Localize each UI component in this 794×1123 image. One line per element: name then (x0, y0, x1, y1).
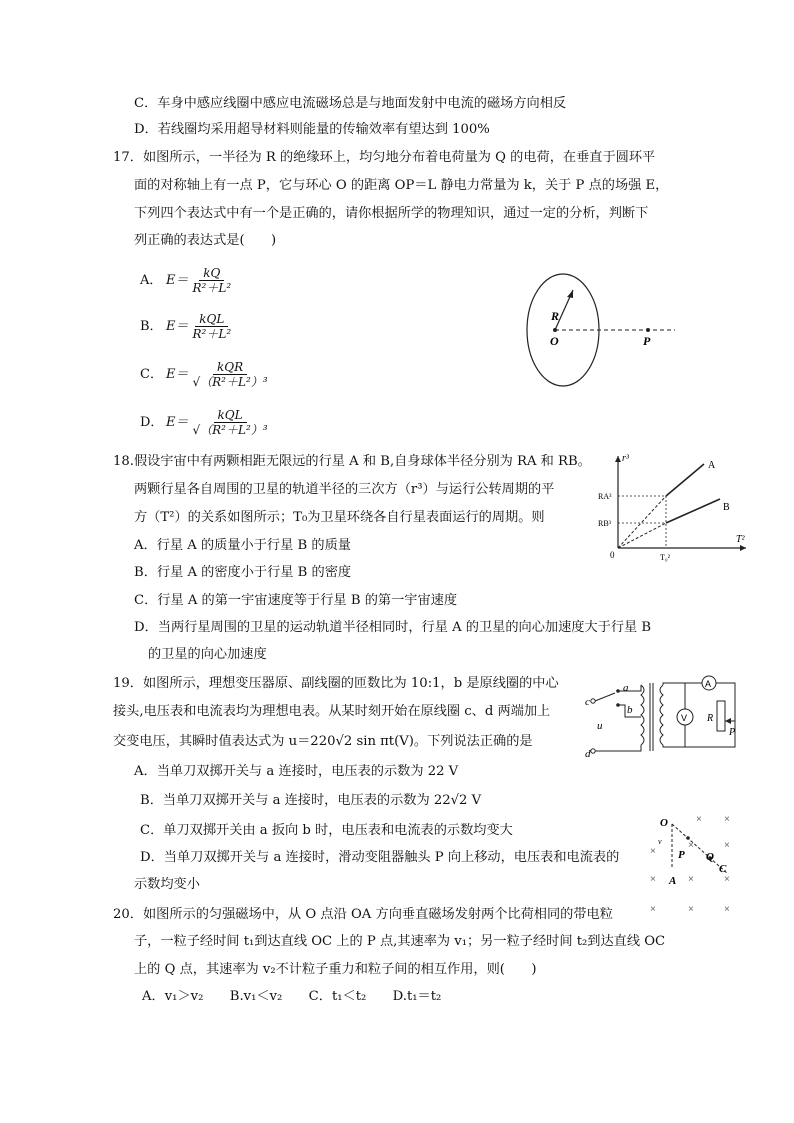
svg-text:×: × (650, 846, 656, 857)
line-b-dashed (618, 523, 666, 548)
q18-stem-line2: 两颗行星各自周围的卫星的轨道半径的三次方（r³）与运行公转周期的平 (134, 482, 555, 497)
svg-text:×: × (688, 840, 694, 851)
q18-option-d-line2: 的卫星的向心加速度 (148, 647, 267, 662)
option-label: B． (140, 319, 163, 334)
q20-stem-line3: 上的 Q 点，其速率为 v₂不计粒子重力和粒子间的相互作用，则( ) (134, 962, 537, 977)
terminal-d (591, 749, 595, 753)
q19-stem-line2: 接头,电压表和电流表均为理想电表。从某时刻开始在原线圈 c、d 两端加上 (113, 704, 551, 719)
q17-option-a (140, 266, 233, 295)
svg-text:×: × (724, 904, 730, 915)
q19-circuit-figure (585, 665, 745, 765)
q17-option-c (140, 360, 270, 389)
q18-option-b: B．行星 A 的密度小于行星 B 的密度 (134, 565, 352, 580)
q19-option-d-line2: 示数均变小 (134, 877, 200, 892)
option-lhs: E＝ (166, 319, 189, 334)
q17-option-b (140, 312, 233, 341)
fraction-denominator: R²＋L² (192, 327, 232, 341)
q20-options: A．v₁＞v₂ B.v₁＜v₂ C．t₁＜t₂ D.t₁＝t₂ (142, 989, 442, 1004)
label-c: c (585, 696, 590, 708)
q20-field-figure (644, 808, 744, 918)
option-lhs: E＝ (166, 273, 189, 288)
rheostat (717, 701, 725, 731)
svg-text:×: × (696, 814, 702, 825)
option-lhs: E＝ (166, 415, 189, 430)
voltmeter-label: V (681, 713, 688, 723)
x-axis-label: T² (736, 534, 745, 545)
option-label: C． (140, 367, 163, 382)
q18-option-a: A．行星 A 的质量小于行星 B 的质量 (134, 538, 351, 553)
q19-stem-line3: 交变电压，其瞬时值表达式为 u＝220√2 sin πt(V)。下列说法正确的是 (113, 734, 533, 749)
label-u: u (597, 720, 603, 732)
tick-ra-label: RA³ (598, 492, 612, 501)
q18-stem-line3: 方（T²）的关系如图所示；T₀为卫星环绕各自行星表面运行的周期。则 (134, 510, 545, 525)
center-point (553, 328, 557, 332)
label-d: d (585, 748, 591, 760)
primary-coil (641, 685, 644, 745)
svg-text:×: × (724, 814, 730, 825)
terminal-c (591, 699, 595, 703)
fraction-numerator: kQL (214, 408, 247, 423)
label-a: a (623, 682, 629, 694)
slider-arrow (725, 718, 731, 724)
line-a-solid (666, 464, 704, 496)
radius-arrowhead (567, 290, 573, 298)
q19-option-a: A．当单刀双掷开关与 a 连接时，电压表的示数为 22 V (134, 764, 459, 779)
wire-d (595, 745, 641, 751)
switch-blade (595, 693, 615, 701)
option-fraction (191, 408, 270, 437)
label-c: C (719, 863, 727, 875)
q20-stem-line1: 20．如图所示的匀强磁场中，从 O 点沿 OA 方向垂直磁场发射两个比荷相同的带电粒 (113, 907, 613, 922)
option-fraction (191, 266, 234, 295)
fraction-denominator: R²＋L² (192, 281, 232, 295)
q20-stem-line2: 子，一粒子经时间 t₁到达直线 OC 上的 P 点,其速率为 v₁；另一粒子经时间 t₂到达直线 OC (134, 934, 666, 949)
q18-graph-figure (596, 448, 756, 570)
option-fraction (191, 312, 234, 341)
x-axis-arrowhead (740, 545, 746, 551)
q19-option-d-line1: D．当单刀双掷开关与 a 连接时，滑动变阻器触头 P 向上移动，电压表和电流表的 (140, 850, 620, 865)
svg-text:×: × (688, 874, 694, 885)
label-a: A (669, 875, 677, 887)
q17-stem-line4: 列正确的表达式是( ) (134, 233, 277, 248)
wire-a (618, 685, 641, 691)
q17-stem-line3: 下列四个表达式中有一个是正确的，请你根据所学的物理知识，通过一定的分析，判断下 (134, 206, 649, 221)
option-fraction (191, 360, 270, 389)
point-p (686, 836, 690, 840)
y-axis-label: r³ (622, 453, 629, 464)
label-q: Q (706, 851, 714, 863)
option-label: D． (140, 415, 164, 430)
secondary-coil (660, 685, 663, 745)
svg-text:×: × (688, 904, 694, 915)
fraction-numerator: kQ (199, 266, 224, 281)
q18-option-c: C．行星 A 的第一宇宙速度等于行星 B 的第一宇宙速度 (134, 593, 458, 608)
q19-stem-line1: 19．如图所示，理想变压器原、副线圈的匝数比为 10:1，b 是原线圈的中心 (113, 676, 559, 691)
q19-option-c: C．单刀双掷开关由 a 扳向 b 时，电压表和电流表的示数均变大 (140, 823, 513, 838)
q18-stem-line1: 18.假设宇宙中有两颗相距无限远的行星 A 和 B,自身球体半径分别为 RA 和 RB。 (113, 454, 591, 469)
svg-text:×: × (650, 874, 656, 885)
fraction-numerator: kQL (195, 312, 228, 327)
svg-text:×: × (724, 874, 730, 885)
label-o: O (660, 817, 668, 829)
q18-option-d-line1: D．当两行星周围的卫星的运动轨道半径相同时，行星 A 的卫星的向心加速度大于行星 B (134, 620, 652, 635)
line-a-dashed (618, 496, 666, 548)
q17-ring-figure (515, 270, 685, 390)
fraction-denominator: √（R²＋L²）³ (192, 423, 268, 437)
point-p (646, 328, 650, 332)
q16-option-c: C．车身中感应线圈中感应电流磁场总是与地面发射中电流的磁场方向相反 (134, 96, 567, 111)
tick-rb-label: RB³ (598, 519, 612, 528)
option-lhs: E＝ (166, 367, 189, 382)
label-p: P (729, 727, 736, 738)
fraction-numerator: kQR (213, 360, 247, 375)
svg-text:×: × (650, 904, 656, 915)
q19-option-b: B．当单刀双掷开关与 a 连接时，电压表的示数为 22√2 V (140, 793, 482, 808)
label-r: R (707, 713, 714, 724)
label-o: O (550, 334, 559, 348)
origin-label: 0 (610, 550, 615, 560)
line-a-label: A (708, 460, 716, 471)
ammeter-label: A (705, 679, 712, 689)
label-p: P (643, 334, 651, 348)
line-b-solid (666, 499, 720, 523)
q16-option-d: D．若线圈均采用超导材料则能量的传输效率有望达到 100% (134, 122, 490, 137)
label-r: R (551, 309, 560, 323)
label-b: b (627, 704, 633, 716)
line-b-label: B (723, 502, 730, 513)
y-axis-arrowhead (615, 456, 621, 462)
q17-stem-line2: 面的对称轴上有一点 P，它与环心 O 的距离 OP＝L 静电力常量为 k，关于 P 点的场强 E， (134, 178, 669, 193)
svg-text:×: × (724, 840, 730, 851)
option-label: A． (140, 273, 163, 288)
q17-stem-line1: 17．如图所示，一半径为 R 的绝缘环上，均匀地分布着电荷量为 Q 的电荷，在垂直于圆环平 (113, 150, 656, 165)
fraction-denominator: √（R²＋L²）³ (192, 375, 268, 389)
label-v: v (658, 837, 662, 846)
label-p: P (678, 849, 685, 861)
q17-option-d (140, 408, 270, 437)
tick-t0-label: T₀² (660, 553, 671, 562)
